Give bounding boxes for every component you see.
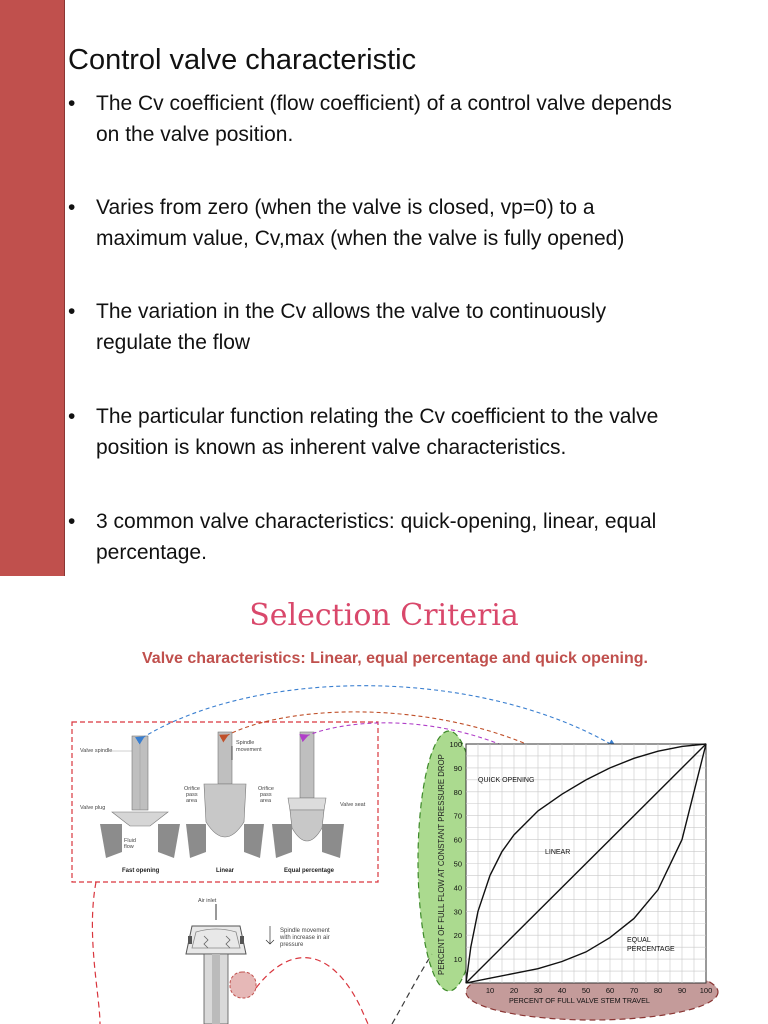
label-pass: pass <box>186 792 198 798</box>
x-tick-label: 80 <box>653 986 663 995</box>
bullet-line: The variation in the Cv allows the valve to continuously <box>96 300 607 323</box>
bullet-item <box>68 88 758 150</box>
bullet-line: maximum value, Cv,max (when the valve is fully opened) <box>96 227 625 250</box>
label-pass: pass <box>260 792 272 798</box>
x-tick-label: 100 <box>699 986 713 995</box>
x-tick-label: 30 <box>533 986 543 995</box>
valve-diagram <box>0 576 768 1024</box>
selection-title: Selection Criteria <box>249 598 519 633</box>
label-equal-percentage: Equal percentage <box>284 868 335 874</box>
bullet-dot: • <box>68 405 76 428</box>
y-tick-label: 10 <box>453 955 462 965</box>
label-fast-opening: Fast opening <box>122 868 160 874</box>
slide-accent-bar <box>0 0 65 576</box>
slide-selection-criteria <box>0 576 768 1024</box>
label-valve-plug: Valve plug <box>80 805 106 811</box>
x-tick-label: 90 <box>677 986 687 995</box>
chart-xlabel: PERCENT OF FULL VALVE STEM TRAVEL <box>509 996 650 1005</box>
series-label-equal: EQUAL <box>627 937 651 944</box>
label-flow: flow <box>124 844 134 850</box>
label-movement: movement <box>236 747 262 753</box>
y-tick-label: 40 <box>453 883 462 893</box>
y-tick-label: 80 <box>453 787 462 797</box>
series-label-quick-opening: QUICK OPENING <box>478 777 535 784</box>
flow-characteristic-chart <box>449 740 712 1005</box>
bullet-dot: • <box>68 196 76 219</box>
bullet-dot: • <box>68 92 76 115</box>
bullet-line: on the valve position. <box>96 123 294 146</box>
bullet-line: Varies from zero (when the valve is closed, vp=0) to a <box>96 196 595 219</box>
label-spindle-note-1: Spindle movement <box>280 928 330 934</box>
label-fluid: Fluid <box>124 838 136 844</box>
x-tick-label: 70 <box>629 986 639 995</box>
label-linear: Linear <box>216 868 235 874</box>
label-valve-seat: Valve seat <box>340 802 366 808</box>
fast-opening-valve-icon <box>100 736 180 858</box>
label-spindle-note-2: with increase in air <box>280 935 330 941</box>
series-label-linear: LINEAR <box>545 849 571 856</box>
bullet-item <box>68 401 758 463</box>
label-air-inlet: Air inlet <box>198 898 217 904</box>
bullet-dot: • <box>68 300 76 323</box>
label-spindle: Spindle <box>236 740 255 746</box>
slide-title: Control valve characteristic <box>68 44 417 76</box>
bullet-line: position is known as inherent valve characteristics. <box>96 436 567 459</box>
y-tick-label: 70 <box>453 811 462 821</box>
actuator-icon <box>186 904 256 1024</box>
label-area: area <box>260 798 272 804</box>
bullet-item <box>68 506 758 568</box>
x-tick-label: 50 <box>581 986 591 995</box>
y-tick-label: 30 <box>453 907 462 917</box>
series-label-percentage: PERCENTAGE <box>627 946 675 953</box>
x-tick-label: 10 <box>485 986 495 995</box>
bullet-line: 3 common valve characteristics: quick-opening, linear, equal <box>96 510 657 533</box>
label-valve-spindle: Valve spindle <box>80 748 113 754</box>
label-orifice: Orifice <box>258 786 274 792</box>
y-tick-label: 90 <box>453 763 462 773</box>
x-tick-label: 40 <box>557 986 567 995</box>
chart-ylabel: PERCENT OF FULL FLOW AT CONSTANT PRESSURE DROP <box>437 754 446 975</box>
equal-percentage-valve-icon <box>272 732 344 858</box>
label-spindle-note-3: pressure <box>280 942 304 948</box>
label-area: area <box>186 798 198 804</box>
y-tick-label: 20 <box>453 931 462 941</box>
bullet-item <box>68 296 758 358</box>
selection-subtitle: Valve characteristics: Linear, equal percentage and quick opening. <box>142 650 648 667</box>
bullet-line: percentage. <box>96 541 207 564</box>
x-tick-label: 60 <box>605 986 615 995</box>
x-tick-label: 20 <box>509 986 519 995</box>
spindle-highlight <box>230 972 256 998</box>
bullet-line: The particular function relating the Cv coefficient to the valve <box>96 405 659 428</box>
bullet-dot: • <box>68 510 76 533</box>
label-orifice: Orifice <box>184 786 200 792</box>
bullet-line: The Cv coefficient (flow coefficient) of a control valve depends <box>96 92 672 115</box>
y-tick-label: 50 <box>453 859 462 869</box>
bullet-item <box>68 192 758 254</box>
y-tick-label: 60 <box>453 835 462 845</box>
bullet-line: regulate the flow <box>96 331 251 354</box>
y-tick-label: 100 <box>449 740 462 749</box>
